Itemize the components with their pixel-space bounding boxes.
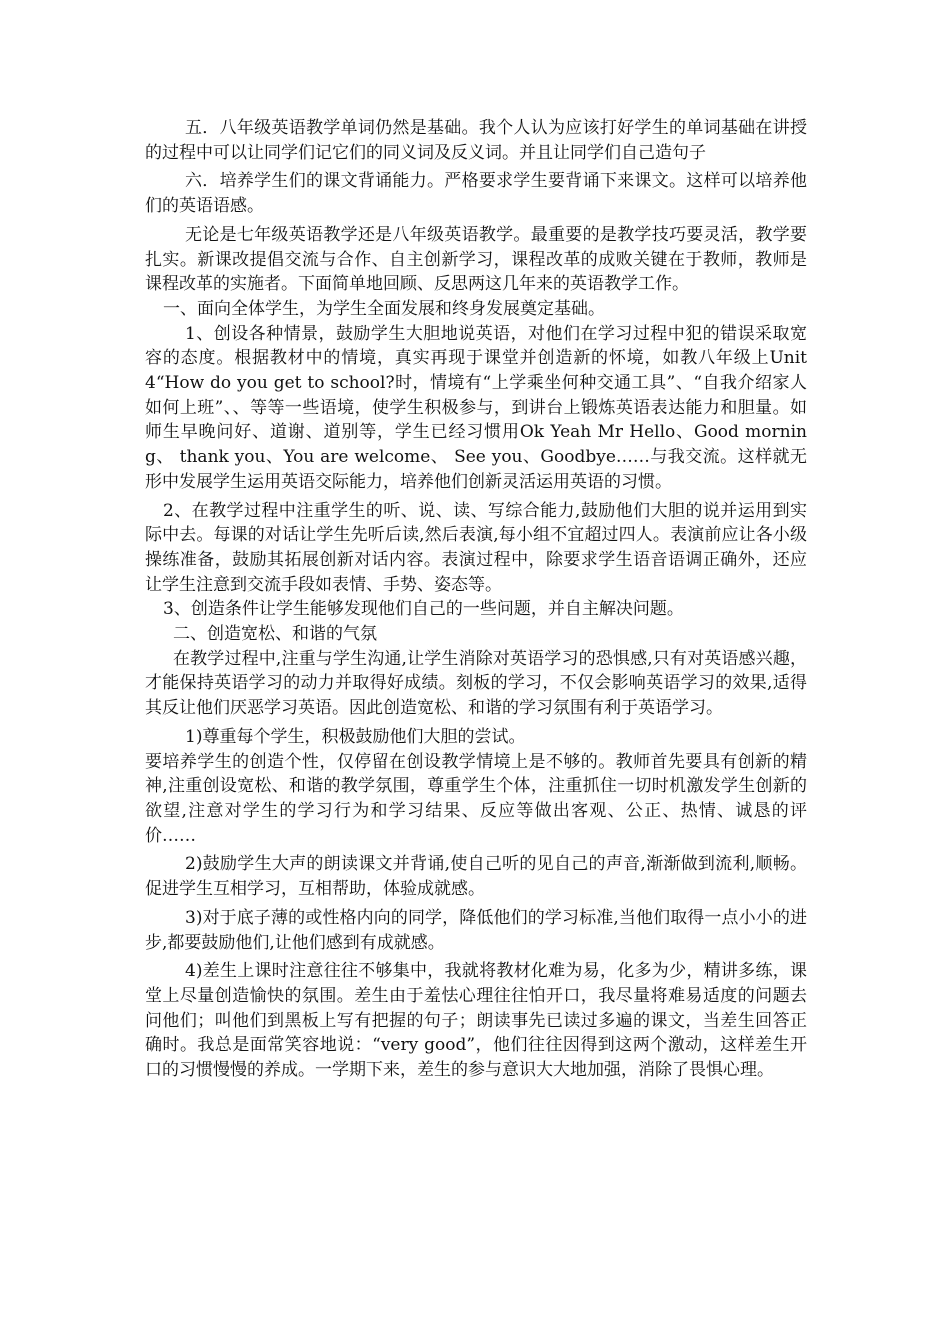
paragraph-subitem-1: 1)尊重每个学生，积极鼓励他们大胆的尝试。 [185, 726, 526, 747]
paragraph-subitem-4: 4)差生上课时注意往往不够集中，我就将教材化难为易，化多为少，精讲多练，课堂上尽量创造愉快的氛围。差生由于羞怯心理往往怕开口，我尽量将难易适度的问题去问他们；叫他们到黑板上写有把握的句子；朗读事先已读过多遍的课文，当差生回答正确时。我总是面常笑容地说：“very good”，他们往往因得到这两个激动，这样差生开口的习惯慢慢的养成。一学期下来，差生的参与意识大大地加强，消除了畏惧心理。 [145, 961, 807, 1081]
paragraph-item-1: 1、创设各种情景，鼓励学生大胆地说英语，对他们在学习过程中犯的错误采取宽容的态度。根据教材中的情境，真实再现于课堂并创造新的怀境，如教八年级上Unit4“How do you get to school?时，情境有“上学乘坐何种交通工具”、“自我介绍家人如何上班”、、等等一些语境，使学生积极参与，到讲台上锻炼英语表达能力和胆量。如师生早晚问好、道谢、道别等，学生已经习惯用Ok Yeah Mr Hello、Good morning、 thank you、You are welcome、 See you、Goodbye……与我交流。这样就无形中发展学生运用英语交际能力，培养他们创新灵活运用英语的习惯。 [145, 323, 807, 492]
section-heading-one: 一、面向全体学生，为学生全面发展和终身发展奠定基础。 [163, 298, 605, 319]
paragraph-creativity: 要培养学生的创造个性，仅停留在创设教学情境上是不够的。教师首先要具有创新的精神,注重创设宽松、和谐的教学氛围，尊重学生个体，注重抓住一切时机激发学生创新的欲望,注意对学生的学习行为和学习结果、反应等做出客观、公正、热情、诚恳的评价…… [145, 751, 807, 846]
paragraph-subitem-3: 3)对于底子薄的或性格内向的同学，降低他们的学习标准,当他们取得一点小小的进步,都要鼓励他们,让他们感到有成就感。 [145, 907, 807, 953]
paragraph-five-vocabulary: 五．八年级英语教学单词仍然是基础。我个人认为应该打好学生的单词基础在讲授的过程中可以让同学们记它们的同义词及反义词。并且让同学们自己造句子 [145, 118, 807, 163]
paragraph-overview: 无论是七年级英语教学还是八年级英语教学。最重要的是教学技巧要灵活，教学要扎实。新课改提倡交流与合作、自主创新学习，课程改革的成败关键在于教师，教师是课程改革的实施者。下面简单地回顾、反思两这几年来的英语教学工作。 [145, 224, 807, 295]
paragraph-subitem-2: 2)鼓励学生大声的朗读课文并背诵,使自己听的见自己的声音,渐渐做到流利,顺畅。促进学生互相学习，互相帮助，体验成就感。 [145, 854, 807, 900]
paragraph-atmosphere: 在教学过程中,注重与学生沟通,让学生消除对英语学习的恐惧感,只有对英语感兴趣，才能保持英语学习的动力并取得好成绩。刻板的学习，不仅会影响英语学习的效果,适得其反让他们厌恶学习英语。因此创造宽松、和谐的学习氛围有利于英语学习。 [145, 648, 807, 719]
section-heading-two: 二、创造宽松、和谐的气氛 [173, 624, 377, 645]
paragraph-six-recitation: 六．培养学生们的课文背诵能力。严格要求学生要背诵下来课文。这样可以培养他们的英语语感。 [145, 171, 807, 217]
paragraph-item-3: 3、创造条件让学生能够发现他们自己的一些问题，并自主解决问题。 [163, 599, 684, 620]
document-body [145, 116, 807, 1083]
paragraph-item-2: 2、在教学过程中注重学生的听、说、读、写综合能力,鼓励他们大胆的说并运用到实际中去。每课的对话让学生先听后读,然后表演,每小组不宜超过四人。表演前应让各小级操练准备，鼓励其拓展创新对话内容。表演过程中，除要求学生语音语调正确外，还应让学生注意到交流手段如表情、手势、姿态等。 [145, 500, 807, 595]
